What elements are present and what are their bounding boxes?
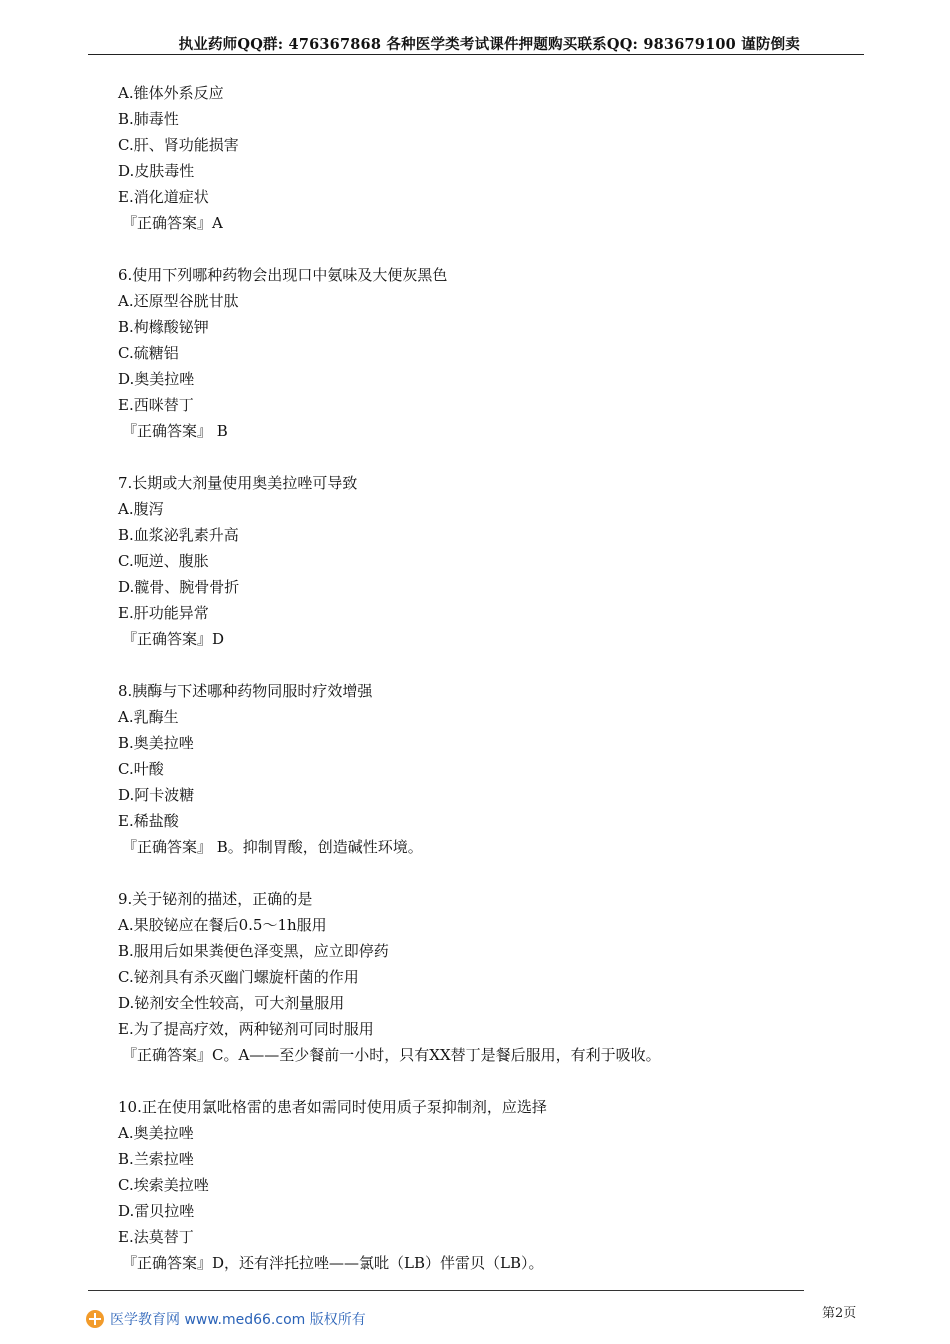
option-line: A.锥体外系反应 xyxy=(118,84,224,102)
option-line: E.法莫替丁 xyxy=(118,1228,194,1246)
answer-line: 『正确答案』D，还有泮托拉唑——氯吡（LB）伴雷贝（LB）。 xyxy=(122,1254,544,1272)
option-line: C.肝、肾功能损害 xyxy=(118,136,239,154)
question-block-9 xyxy=(118,886,838,1068)
option-line: D.雷贝拉唑 xyxy=(118,1202,195,1220)
option-line: A.奥美拉唑 xyxy=(118,1124,194,1142)
answer-line: 『正确答案』 B。抑制胃酸，创造碱性环境。 xyxy=(122,838,423,856)
question-block-8 xyxy=(118,678,838,860)
question-block-5 xyxy=(118,80,838,236)
page-header xyxy=(88,30,864,55)
option-line: D.奥美拉唑 xyxy=(118,370,195,388)
spacer xyxy=(118,236,838,262)
medical-cross-icon xyxy=(86,1310,104,1328)
option-line: D.铋剂安全性较高，可大剂量服用 xyxy=(118,994,345,1012)
spacer xyxy=(118,444,838,470)
question-stem: 10.正在使用氯吡格雷的患者如需同时使用质子泵抑制剂，应选择 xyxy=(118,1098,547,1116)
site-logo[interactable] xyxy=(86,1308,366,1330)
question-stem: 8.胰酶与下述哪种药物同服时疗效增强 xyxy=(118,682,373,700)
question-stem: 6.使用下列哪种药物会出现口中氨味及大便灰黑色 xyxy=(118,266,448,284)
option-line: B.兰索拉唑 xyxy=(118,1150,194,1168)
question-block-10 xyxy=(118,1094,838,1276)
option-line: C.硫糖铝 xyxy=(118,344,179,362)
spacer xyxy=(118,652,838,678)
question-block-7 xyxy=(118,470,838,652)
option-line: E.西咪替丁 xyxy=(118,396,194,414)
page-number: 第2页 xyxy=(822,1306,857,1321)
option-line: E.消化道症状 xyxy=(118,188,209,206)
option-line: E.稀盐酸 xyxy=(118,812,179,830)
footer-divider xyxy=(88,1290,804,1291)
answer-line: 『正确答案』C。A——至少餐前一小时，只有XX替丁是餐后服用，有利于吸收。 xyxy=(122,1046,661,1064)
option-line: B.服用后如果粪便色泽变黑，应立即停药 xyxy=(118,942,389,960)
answer-line: 『正确答案』 B xyxy=(122,422,228,440)
option-line: B.奥美拉唑 xyxy=(118,734,194,752)
option-line: B.血浆泌乳素升高 xyxy=(118,526,239,544)
question-block-6 xyxy=(118,262,838,444)
spacer xyxy=(118,1068,838,1094)
answer-line: 『正确答案』D xyxy=(122,630,225,648)
option-line: E.肝功能异常 xyxy=(118,604,209,622)
logo-text: 医学教育网 www.med66.com 版权所有 xyxy=(110,1312,366,1328)
option-line: A.乳酶生 xyxy=(118,708,179,726)
document-body xyxy=(118,80,838,1276)
option-line: A.还原型谷胱甘肽 xyxy=(118,292,239,310)
option-line: B.枸橼酸铋钾 xyxy=(118,318,209,336)
answer-line: 『正确答案』A xyxy=(122,214,223,232)
spacer xyxy=(118,860,838,886)
option-line: D.髋骨、腕骨骨折 xyxy=(118,578,240,596)
option-line: C.铋剂具有杀灭幽门螺旋杆菌的作用 xyxy=(118,968,359,986)
option-line: E.为了提高疗效，两种铋剂可同时服用 xyxy=(118,1020,374,1038)
option-line: A.腹泻 xyxy=(118,500,164,518)
question-stem: 9.关于铋剂的描述，正确的是 xyxy=(118,890,313,908)
option-line: D.皮肤毒性 xyxy=(118,162,195,180)
option-line: C.叶酸 xyxy=(118,760,164,778)
option-line: C.埃索美拉唑 xyxy=(118,1176,209,1194)
option-line: A.果胶铋应在餐后0.5～1h服用 xyxy=(118,916,327,934)
option-line: D.阿卡波糖 xyxy=(118,786,195,804)
header-text: 执业药师QQ群: 476367868 各种医学类考试课件押题购买联系QQ: 983679100 谨防倒卖 xyxy=(178,36,800,53)
option-line: C.呃逆、腹胀 xyxy=(118,552,209,570)
option-line: B.肺毒性 xyxy=(118,110,179,128)
question-stem: 7.长期或大剂量使用奥美拉唑可导致 xyxy=(118,474,358,492)
